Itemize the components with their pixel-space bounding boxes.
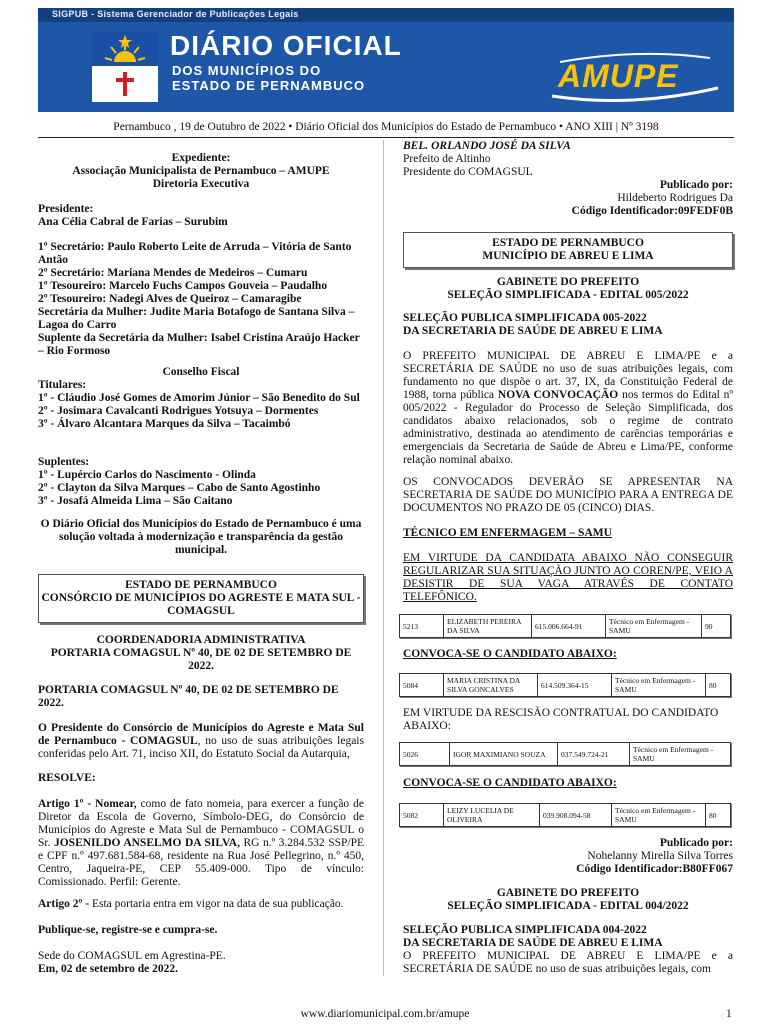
convoca-heading-2: CONVOCA-SE O CANDIDATO ABAIXO: [403, 777, 617, 789]
cell-nome: IGOR MAXIMIANO SOUZA [450, 743, 558, 765]
gabinete-block-2 [403, 887, 733, 913]
cell-cargo: Técnico em Enfermagem - SAMU [612, 674, 706, 696]
artigo-1-text2: RG n.º 3.284.532 SSP/PE e CPF n.º 497.681.584-68, residente na Rua José Pellegrino, n.º 450, Centro, Jaqueira-PE, CEP 55.409-000. Tipo de vínculo: Comissionado. Perfil: Gerente. [38, 837, 364, 888]
artigo-1 [38, 798, 364, 889]
presidente-label: Presidente: [38, 203, 94, 215]
presidente-name: Ana Célia Cabral de Farias – Surubim [38, 216, 228, 228]
coord-line1: COORDENADORIA ADMINISTRATIVA [96, 634, 306, 646]
selecao-line1: SELEÇÃO PUBLICA SIMPLIFICADA 005-2022 [403, 312, 647, 324]
abreu-lima-box [403, 232, 733, 268]
header-rule [38, 137, 734, 138]
cell-cargo: Técnico em Enfermagem - SAMU [606, 615, 702, 637]
titulares-list [38, 379, 364, 431]
expediente-org: Associação Municipalista de Pernambuco – AMUPE [72, 165, 330, 177]
coord-block [38, 634, 364, 673]
comagsul-box [38, 574, 364, 623]
titular-item: 1º - Cláudio José Gomes de Amorim Júnior – São Benedito do Sul [38, 392, 360, 404]
expediente-title: Expediente: [171, 152, 231, 164]
nova-convocacao: NOVA CONVOCAÇÃO [497, 389, 619, 401]
cell-cpf: 614.509.364-15 [538, 674, 612, 696]
apresentar-paragraph: OS CONVOCADOS DEVERÃO SE APRESENTAR NA SECRETARIA DE SAÚDE DO MUNICÍPIO PARA A ENTREGA DE DOCUMENTOS NO PRAZO DE 05 (CINCO) DIAS. [403, 476, 733, 514]
publicado-name-2: Nohelanny Mirella Silva Torres [587, 850, 733, 862]
selecao-line2: DA SECRETARIA DE SAÚDE DE ABREU E LIMA [403, 325, 663, 337]
edital-title: SELEÇÃO SIMPLIFICADA - EDITAL 005/2022 [447, 289, 689, 301]
suplente-item: 1º - Lupércio Carlos do Nascimento - Olinda [38, 469, 256, 481]
bel-role2: Presidente do COMAGSUL [403, 166, 533, 178]
cell-nome: LEIZY LUCELIA DE OLIVEIRA [444, 804, 540, 826]
virtude-paragraph-1: EM VIRTUDE DA CANDIDATA ABAIXO NÃO CONSEGUIR REGULARIZAR SUA SITUAÇÃO JUNTO AO COREN/PE, VEIO A DESISTIR DE SUA VAGA ATRAVÉS DE CONTATO TELEFÔNICO. [403, 552, 733, 603]
cell-cpf: 039.908.094-58 [540, 804, 612, 826]
officer-item: Secretária da Mulher: Judite Maria Botafogo de Santana Silva – Lagoa do Carro [38, 306, 355, 331]
suplentes-label: Suplentes: [38, 456, 90, 468]
publicado-name: Hildeberto Rodrigues Da [617, 192, 733, 204]
convocacao-text-b: nos termos do Edital nº 005/2022 - Regulador do Processo de Seleção Simplificada, dos candidatos abaixo relacionados, sob o regime de contrato administrativo, destinada ao atendimento de carências temporárias e emergenciais da Secretaria de Saúde de Abreu e Lima/PE, conforme relação nominal abaixo. [403, 389, 733, 466]
bel-role1: Prefeito de Altinho [403, 153, 491, 165]
column-divider [383, 140, 384, 976]
publicado-label-2: Publicado por: [659, 837, 733, 849]
date-signature: Em, 02 de setembro de 2022. [38, 963, 179, 975]
abreu-box-line1: ESTADO DE PERNAMBUCO [492, 237, 644, 249]
cell-inscricao: 5026 [400, 743, 450, 765]
cell-cpf: 037.549.724-21 [558, 743, 630, 765]
suplentes-list [38, 456, 364, 508]
artigo-1-label: Artigo 1º - Nomear, [38, 798, 137, 810]
pernambuco-flag-icon [92, 32, 158, 102]
gabinete-title-2: GABINETE DO PREFEITO [496, 887, 640, 899]
table-row [399, 803, 731, 827]
codigo-identificador: Código Identificador:09FEDF0B [571, 205, 733, 217]
officer-item: Suplente da Secretária da Mulher: Isabel Cristina Araújo Hacker – Rio Formoso [38, 332, 360, 357]
artigo-2-text: Esta portaria entra em vigor na data de sua publicação. [89, 898, 344, 910]
amupe-logo-text: AMUPE [558, 58, 679, 94]
conselho-title: Conselho Fiscal [162, 366, 240, 378]
abreu-box-line2: MUNICÍPIO DE ABREU E LIMA [482, 250, 654, 262]
nominee-name: JOSENILDO ANSELMO DA SILVA, [53, 837, 240, 849]
cell-cargo: Técnico em Enfermagem - SAMU [633, 745, 714, 763]
page-number: 1 [726, 1008, 732, 1020]
selecao-block-2 [403, 924, 733, 950]
mission-text: O Diário Oficial dos Municípios do Estado de Pernambuco é uma solução voltada à modernização e transparência da gestão municipal. [40, 518, 362, 556]
resolve-label: RESOLVE: [38, 772, 96, 784]
codigo-identificador-2: Código Identificador:B80FF067 [576, 863, 733, 875]
artigo-2-label: Artigo 2º - [38, 898, 90, 910]
amupe-logo [550, 48, 720, 108]
convocacao-paragraph [403, 350, 733, 467]
top-strip-text: SIGPUB - Sistema Gerenciador de Publicações Legais [52, 9, 299, 19]
artigo-2 [38, 898, 364, 911]
presidente-intro [38, 722, 364, 761]
tecnico-heading: TÉCNICO EM ENFERMAGEM – SAMU [403, 527, 612, 539]
cell-pontos: 90 [705, 621, 713, 631]
officer-item: 2º Secretário: Mariana Mendes de Medeiros – Cumaru [38, 267, 308, 279]
selecao-block-1 [403, 312, 733, 338]
publicado-label: Publicado por: [659, 179, 733, 191]
gabinete-block-1 [403, 276, 733, 302]
footer-url[interactable]: www.diariomunicipal.com.br/amupe [300, 1008, 470, 1020]
cell-inscricao: 5084 [400, 674, 444, 696]
cell-inscricao: 5082 [400, 804, 444, 826]
officer-item: 1º Tesoureiro: Marcelo Fuchs Campos Gouveia – Paudalho [38, 280, 328, 292]
cell-nome: MARIA CRISTINA DA SILVA GONCALVES [444, 674, 538, 696]
officers-list [38, 241, 364, 358]
convoca-heading-1: CONVOCA-SE O CANDIDATO ABAIXO: [403, 648, 617, 660]
cell-pontos: 80 [709, 810, 717, 820]
comagsul-box-line2: CONSÓRCIO DE MUNICÍPIOS DO AGRESTE E MATA SUL - COMAGSUL [41, 592, 361, 617]
portaria-title: PORTARIA COMAGSUL Nº 40, DE 02 DE SETEMBRO DE 2022. [38, 684, 339, 709]
table-row [399, 673, 731, 697]
convocacao-text-a: O PREFEITO MUNICIPAL DE ABREU E LIMA/PE e a SECRETÁRIA DE SAÚDE no uso de suas atribuições legais, com fundamento no que dispõe o art. 37, IX, da Constituição Federal de 1988, torna pública [403, 350, 733, 401]
bel-name: BEL. ORLANDO JOSÉ DA SILVA [403, 140, 571, 152]
edital-title-2: SELEÇÃO SIMPLIFICADA - EDITAL 004/2022 [447, 900, 689, 912]
diario-subtitle-2: ESTADO DE PERNAMBUCO [172, 78, 366, 93]
date-line: Pernambuco , 19 de Outubro de 2022 • Diário Oficial dos Municípios do Estado de Pernambuco • ANO XIII | Nº 3198 [113, 121, 659, 133]
header-banner [38, 8, 734, 112]
table-row [399, 614, 731, 638]
expediente-dir: Diretoria Executiva [152, 178, 250, 190]
titular-item: 3º - Álvaro Alcantara Marques da Silva – Tacaimbó [38, 418, 291, 430]
sede-line: Sede do COMAGSUL em Agrestina-PE. [38, 950, 226, 962]
selecao-line2-2: DA SECRETARIA DE SAÚDE DE ABREU E LIMA [403, 937, 663, 949]
cell-pontos: 80 [709, 680, 717, 690]
suplente-item: 2º - Clayton da Silva Marques – Cabo de Santo Agostinho [38, 482, 321, 494]
titular-item: 2º - Josimara Cavalcanti Rodrigues Yotsuya – Dormentes [38, 405, 319, 417]
publique-line: Publique-se, registre-se e cumpra-se. [38, 924, 218, 936]
cell-cargo: Técnico em Enfermagem - SAMU [612, 804, 706, 826]
presidente-intro-bold: O Presidente do Consórcio de Municípios do Agreste e Mata Sul de Pernambuco - COMAGSUL [38, 722, 364, 747]
table-row [399, 742, 731, 766]
diario-subtitle-1: DOS MUNICÍPIOS DO [172, 63, 322, 78]
suplente-item: 3º - Josafá Almeida Lima – São Caitano [38, 495, 233, 507]
top-strip [38, 8, 734, 22]
coord-line2: PORTARIA COMAGSUL Nº 40, DE 02 DE SETEMBRO DE 2022. [50, 647, 352, 672]
titulares-label: Titulares: [38, 379, 87, 391]
presidente-intro-rest: , no uso de suas atribuições legais conferidas pelo Art. 71, inciso XII, do Estatuto Social da Autarquia, [38, 735, 364, 760]
officer-item: 2º Tesoureiro: Nadegi Alves de Queiroz – Camaragibe [38, 293, 302, 305]
cell-cpf: 615.006.664-91 [532, 615, 606, 637]
selecao-line1-2: SELEÇÃO PUBLICA SIMPLIFICADA 004-2022 [403, 924, 647, 936]
diario-title: DIÁRIO OFICIAL [170, 30, 402, 61]
gabinete-title: GABINETE DO PREFEITO [496, 276, 640, 288]
comagsul-box-line1: ESTADO DE PERNAMBUCO [125, 579, 277, 591]
prefeito-paragraph-2: O PREFEITO MUNICIPAL DE ABREU E LIMA/PE e a SECRETÁRIA DE SAÚDE no uso de suas atribuições legais, com [403, 950, 733, 975]
cell-inscricao: 5213 [400, 615, 444, 637]
virtude-paragraph-2: EM VIRTUDE DA RESCISÃO CONTRATUAL DO CANDIDATO ABAIXO: [403, 707, 719, 732]
cell-nome: ELIZABETH PEREIRA DA SILVA [444, 615, 532, 637]
officer-item: 1º Secretário: Paulo Roberto Leite de Arruda – Vitória de Santo Antão [38, 241, 352, 266]
artigo-1-text1: como de fato nomeia, para exercer a função de Diretor da Escola de Governo, Símbolo-DEG, do Consórcio de Municípios do Agreste e Mata Sul de Pernambuco - COMAGSUL o Sr. [38, 798, 364, 849]
